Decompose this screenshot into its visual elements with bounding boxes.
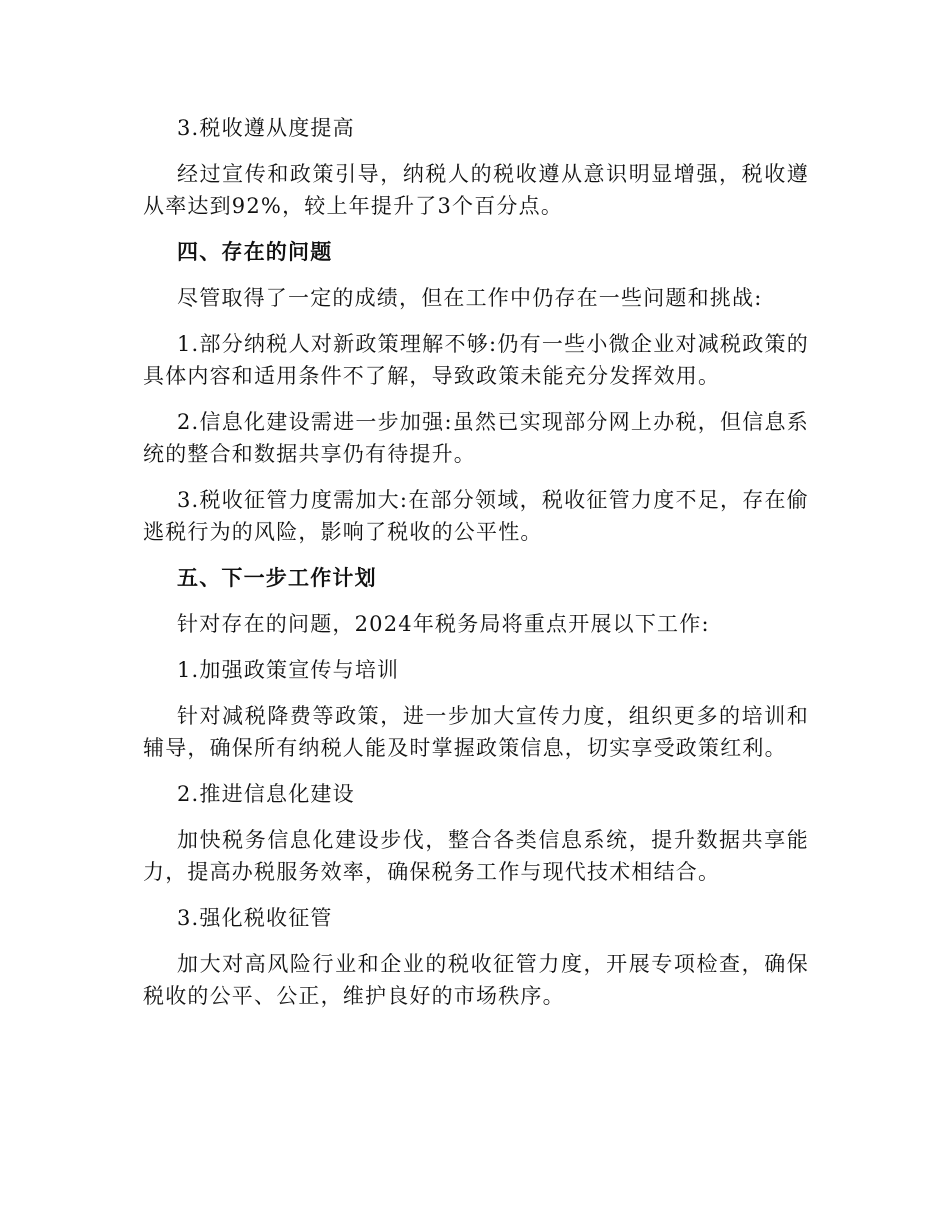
document-page (143, 112, 809, 1026)
subsection-title-compliance: 3.税收遵从度提高 (177, 116, 355, 140)
body-paragraph: 经过宣传和政策引导，纳税人的税收遵从意识明显增强，税收遵从率达到92%，较上年提升了3个百分点。 (143, 162, 809, 218)
body-paragraph: 针对减税降费等政策，进一步加大宣传力度，组织更多的培训和辅导，确保所有纳税人能及时掌握政策信息，切实享受政策红利。 (143, 704, 809, 760)
plan-item-title-3: 3.强化税收征管 (177, 906, 333, 930)
section-heading-next-plan: 五、下一步工作计划 (177, 566, 377, 590)
plan-item-title-1: 1.加强政策宣传与培训 (177, 658, 400, 682)
body-paragraph: 加快税务信息化建设步伐，整合各类信息系统，提升数据共享能力，提高办税服务效率，确保税务工作与现代技术相结合。 (143, 828, 809, 884)
body-paragraph: 尽管取得了一定的成绩，但在工作中仍存在一些问题和挑战: (177, 286, 763, 310)
problem-item-3: 3.税收征管力度需加大:在部分领域，税收征管力度不足，存在偷逃税行为的风险，影响了税收的公平性。 (143, 488, 809, 544)
problem-item-1: 1.部分纳税人对新政策理解不够:仍有一些小微企业对减税政策的具体内容和适用条件不了解，导致政策未能充分发挥效用。 (143, 332, 809, 388)
problem-item-2: 2.信息化建设需进一步加强:虽然已实现部分网上办税，但信息系统的整合和数据共享仍有待提升。 (143, 410, 809, 466)
plan-item-title-2: 2.推进信息化建设 (177, 782, 355, 806)
body-paragraph: 加大对高风险行业和企业的税收征管力度，开展专项检查，确保税收的公平、公正，维护良好的市场秩序。 (143, 952, 809, 1008)
section-heading-problems: 四、存在的问题 (177, 240, 333, 264)
body-paragraph: 针对存在的问题，2024年税务局将重点开展以下工作: (177, 612, 710, 636)
